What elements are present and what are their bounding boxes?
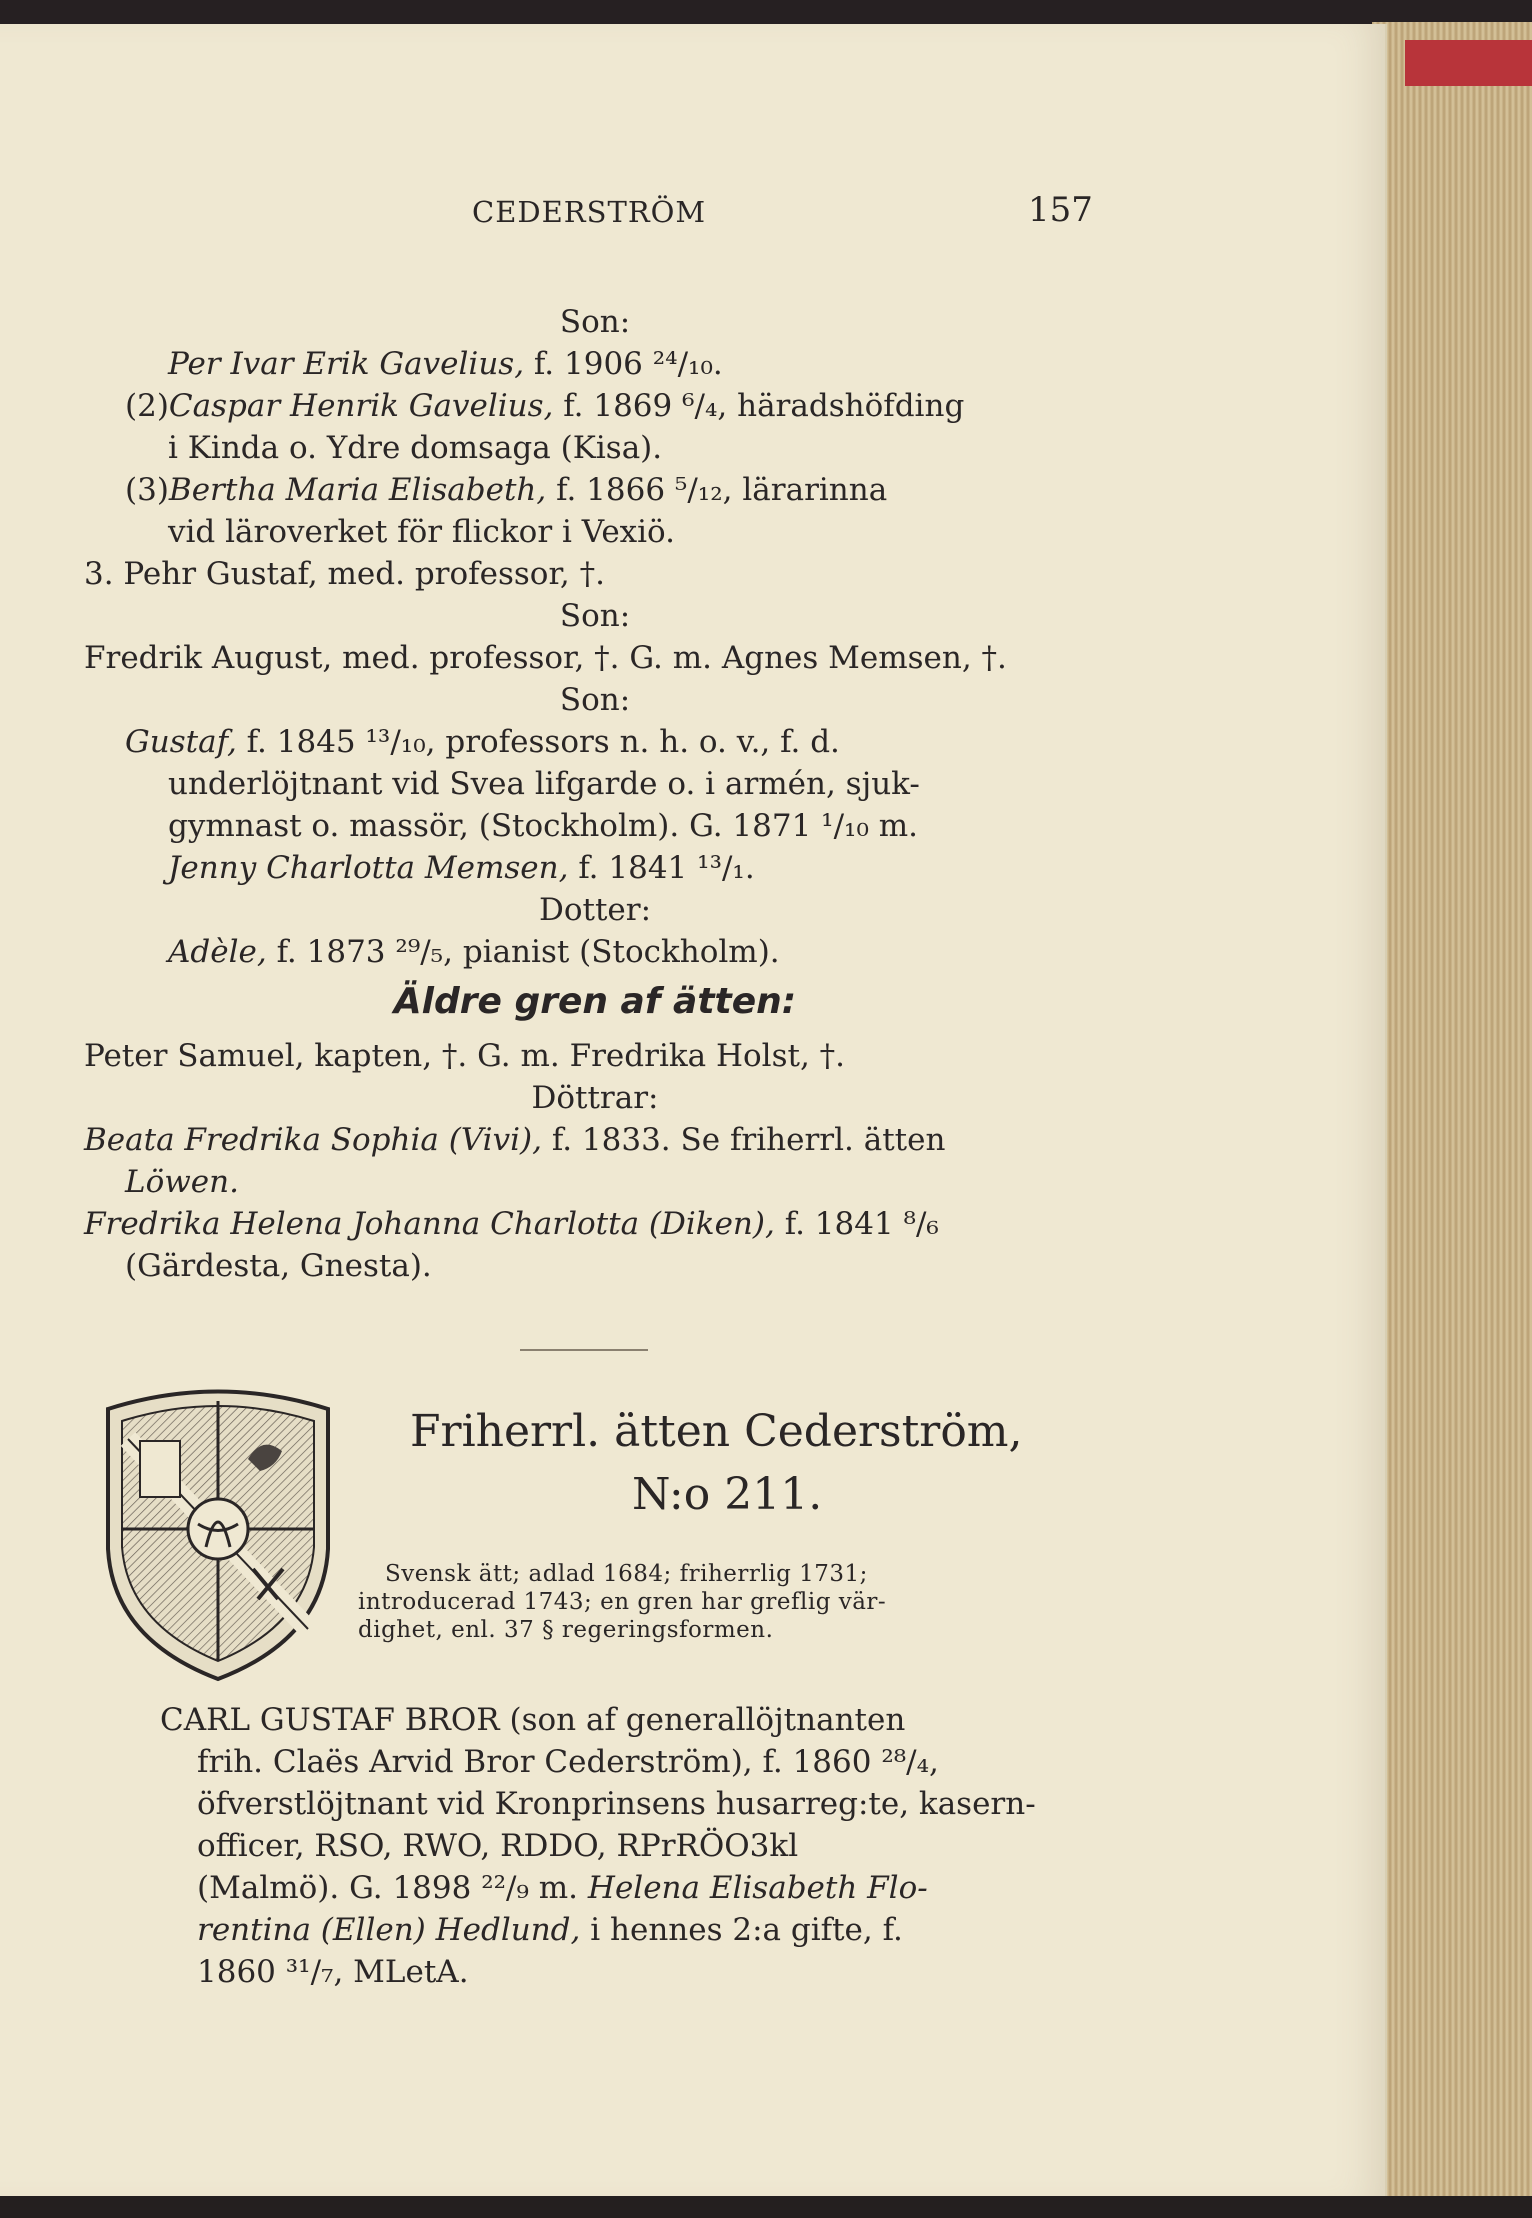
heading-dotter: Dotter: <box>538 892 652 928</box>
text-line <box>168 848 755 888</box>
family-description: dighet, enl. 37 § regeringsformen. <box>358 1617 774 1643</box>
text-line: underlöjtnant vid Svea lifgarde o. i armén, sjuk- <box>168 766 920 802</box>
person-details: i hennes 2:a gifte, f. <box>590 1912 903 1948</box>
entry-number: (3) <box>125 472 169 508</box>
text-line: gymnast o. massör, (Stockholm). G. 1871 ¹/₁₀ m. <box>168 808 919 844</box>
text-line: Peter Samuel, kapten, †. G. m. Fredrika Holst, †. <box>84 1038 846 1074</box>
person-name: Gustaf, <box>125 724 237 760</box>
text-line: officer, RSO, RWO, RDDO, RPrRÖO3kl <box>197 1828 799 1864</box>
text-line <box>125 386 964 426</box>
heading-son: Son: <box>559 304 631 340</box>
person-name: Bertha Maria Elisabeth, <box>168 472 547 508</box>
running-head: CEDERSTRÖM <box>472 195 707 229</box>
text-line <box>197 1910 903 1950</box>
text-line: Löwen. <box>125 1164 239 1200</box>
person-name: Jenny Charlotta Memsen, <box>168 850 569 886</box>
person-name: Per Ivar Erik Gavelius, <box>168 346 525 382</box>
person-details: f. 1866 ⁵/₁₂, lärarinna <box>556 472 888 508</box>
person-details: f. 1845 ¹³/₁₀, professors n. h. o. v., f. d. <box>246 724 840 760</box>
family-title: Friherrl. ätten Cederström, <box>410 1406 1023 1457</box>
person-name: Caspar Henrik Gavelius, <box>168 388 554 424</box>
person-name: Adèle, <box>168 934 267 970</box>
text-line <box>125 470 887 510</box>
person-name: Helena Elisabeth Flo- <box>587 1870 928 1906</box>
page-number: 157 <box>1028 190 1093 230</box>
heading-dottrar: Döttrar: <box>531 1080 659 1116</box>
person-details: f. 1833. Se friherrl. ätten <box>551 1122 946 1158</box>
coat-of-arms-icon <box>88 1379 348 1689</box>
entry-number: (2) <box>125 388 169 424</box>
text-line <box>197 1868 928 1908</box>
person-name: rentina (Ellen) Hedlund, <box>197 1912 581 1948</box>
family-description: introducerad 1743; en gren har greflig vär- <box>358 1589 887 1615</box>
person-details: f. 1841 ¹³/₁. <box>578 850 755 886</box>
person-name: Beata Fredrika Sophia (Vivi), <box>84 1122 542 1158</box>
book-page-edges <box>1372 22 1532 2218</box>
person-details: f. 1841 ⁸/₆ <box>784 1206 939 1242</box>
section-heading: Äldre gren af ätten: <box>393 981 797 1022</box>
text-line: (Gärdesta, Gnesta). <box>125 1248 432 1284</box>
person-details: f. 1906 ²⁴/₁₀. <box>533 346 723 382</box>
text-line: frih. Claës Arvid Bror Cederström), f. 1860 ²⁸/₄, <box>197 1744 939 1780</box>
book-page <box>0 24 1387 2200</box>
text-line <box>168 344 723 384</box>
text-line: vid läroverket för flickor i Vexiö. <box>168 514 676 550</box>
person-details: f. 1869 ⁶/₄, häradshöfding <box>563 388 965 424</box>
family-number: N:o 211. <box>632 1469 823 1520</box>
text-line: i Kinda o. Ydre domsaga (Kisa). <box>168 430 663 466</box>
text-line <box>125 722 840 762</box>
text-line: 3. Pehr Gustaf, med. professor, †. <box>84 556 605 592</box>
text-line <box>84 1120 945 1160</box>
heading-son: Son: <box>559 682 631 718</box>
person-name: Fredrika Helena Johanna Charlotta (Diken), <box>84 1206 775 1242</box>
divider-rule <box>520 1349 648 1351</box>
text-line: 1860 ³¹/₇, MLetA. <box>197 1954 469 1990</box>
marriage-details: (Malmö). G. 1898 ²²/₉ m. <box>197 1870 579 1906</box>
book-cover-edge <box>1405 40 1532 86</box>
text-line: CARL GUSTAF BROR (son af generallöjtnanten <box>160 1702 906 1738</box>
text-line: Fredrik August, med. professor, †. G. m. Agnes Memsen, †. <box>84 640 1007 676</box>
scan-bottom-border <box>0 2196 1532 2218</box>
person-details: f. 1873 ²⁹/₅, pianist (Stockholm). <box>276 934 780 970</box>
heading-son: Son: <box>559 598 631 634</box>
text-line <box>84 1204 939 1244</box>
text-line <box>168 932 780 972</box>
family-description: Svensk ätt; adlad 1684; friherrlig 1731; <box>385 1561 868 1587</box>
text-line: öfverstlöjtnant vid Kronprinsens husarreg:te, kasern- <box>197 1786 1036 1822</box>
